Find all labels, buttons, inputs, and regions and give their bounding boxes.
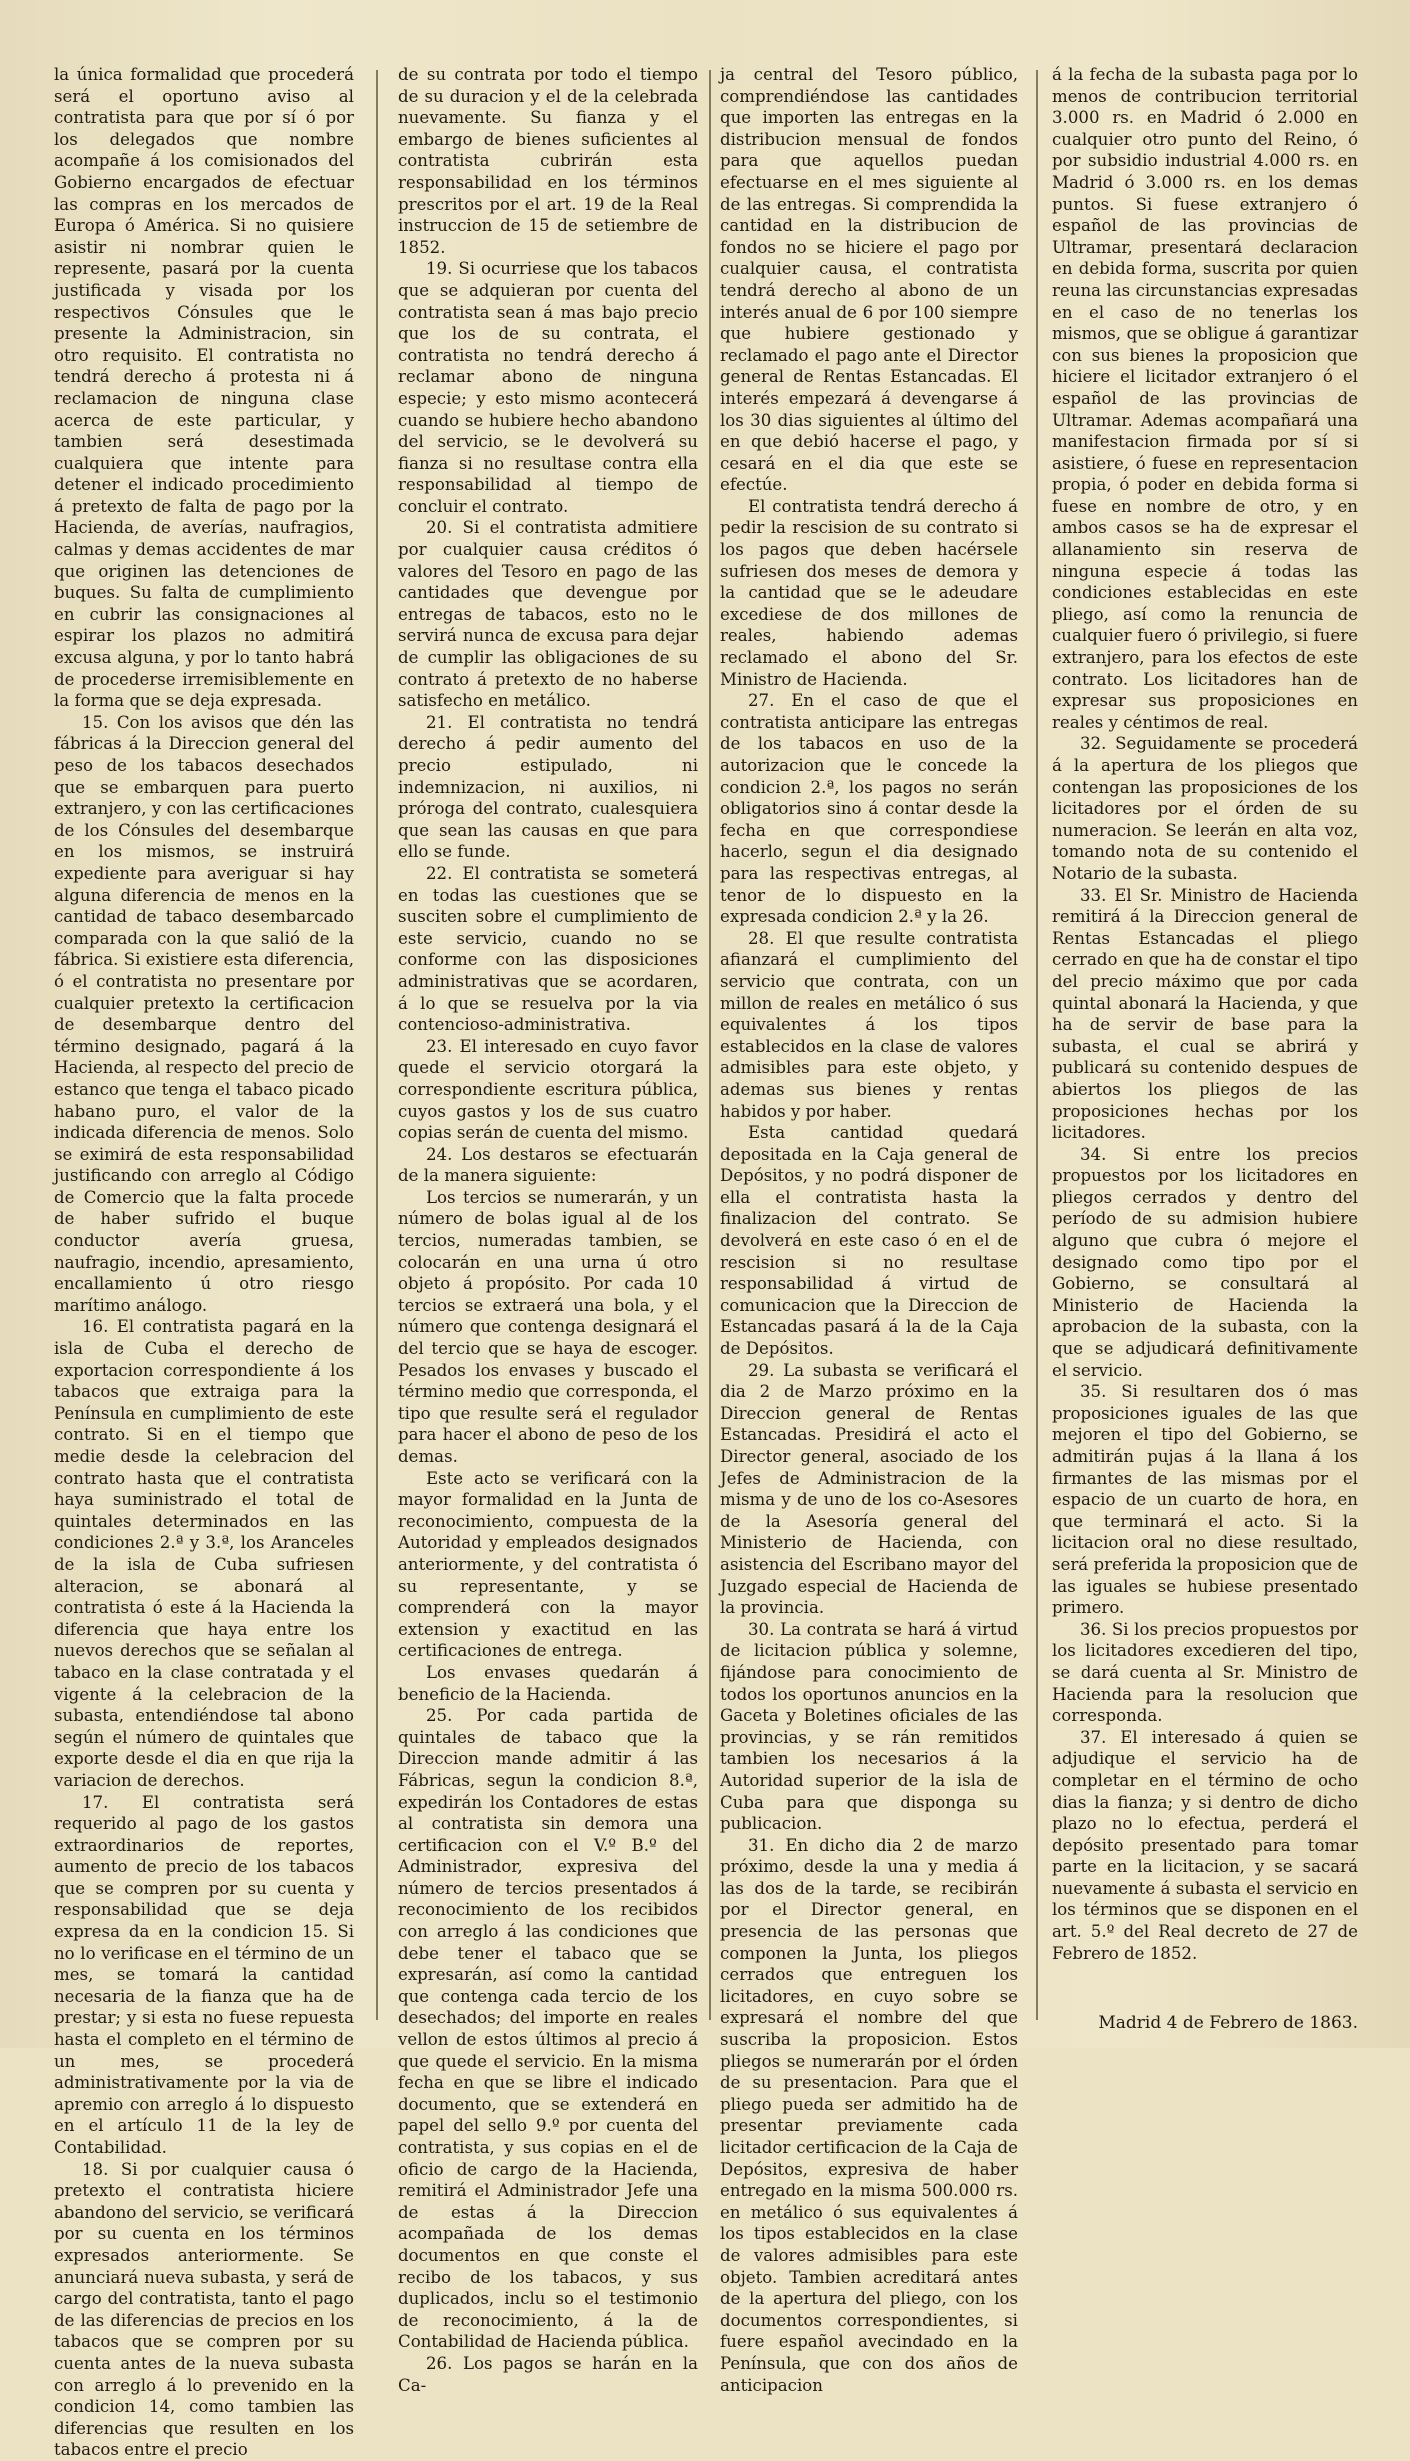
paragraph: de su contrata por todo el tiempo de su duracion y el de la celebrada nuevamente. Su fianza y el embargo de bienes suficientes al contratista cubrirán esta responsabilidad en los términos prescritos por el art. 19 de la Real instruccion de 15 de setiembre de 1852. [398, 65, 698, 257]
paragraph: 33. El Sr. Ministro de Hacienda remitirá á la Direccion general de Rentas Estancadas el pliego cerrado en que ha de constar el tipo del precio máximo que por cada quintal abonará la Hacienda, y que ha de servir de base para la subasta, el cual se abrirá y publicará su contenido despues de abiertos los pliegos de las proposiciones hechas por los licitadores. [1052, 885, 1358, 1143]
paragraph: Esta cantidad quedará depositada en la Caja general de Depósitos, y no podrá disponer de ella el contratista hasta la finalizacion del contrato. Se devolverá en este caso ó en el de rescision si no resultase responsabilidad á virtud de comunicacion que la Direccion de Estancadas pasará á la de la Caja de Depósitos. [720, 1123, 1018, 1359]
paragraph: Los envases quedarán á beneficio de la Hacienda. [398, 1662, 698, 1704]
paragraph: ja central del Tesoro público, comprendiéndose las cantidades que importen las entregas en la distribucion mensual de fondos para que aquellos puedan efectuarse en el mes siguiente al de las entregas. Si comprendida la cantidad en la distribucion de fondos no se hiciere el pago por cualquier causa, el contratista tendrá derecho al abono de un interés anual de 6 por 100 siempre que hubiere gestionado y reclamado el pago ante el Director general de Rentas Estancadas. El interés empezará á devengarse á los 30 dias siguientes al último del en que debió hacerse el pago, y cesará en el dia que este se efectúe. [720, 65, 1018, 495]
paragraph: 31. En dicho dia 2 de marzo próximo, desde la una y media á las dos de la tarde, se recibirán por el Director general, en presencia de las personas que componen la Junta, los pliegos cerrados que entreguen los licitadores, en cuyo sobre se expresará el nombre del que suscriba la proposicion. Estos pliegos se numerarán por el órden de su presentacion. Para que el pliego pueda ser admitido ha de presentar previamente cada licitador certificacion de la Caja de Depósitos, expresiva de haber entregado en la misma 500.000 rs. en metálico ó sus equivalentes á los tipos establecidos en la clase de valores admisibles para este objeto. Tambien acreditará antes de la apertura del pliego, con los documentos correspondientes, si fuere español avecindado en la Península, que con dos años de anticipacion [720, 1835, 1018, 2395]
paragraph: 34. Si entre los precios propuestos por los licitadores en pliegos cerrados y dentro del período de su admision hubiere alguno que cubra ó mejore el designado como tipo por el Gobierno, se consultará al Ministerio de Hacienda la aprobacion de la subasta, con la que se adjudicará definitivamente el servicio. [1052, 1144, 1358, 1380]
paragraph: la única formalidad que procederá será el oportuno aviso al contratista para que por sí ó por los delegados que nombre acompañe á los comisionados del Gobierno encargados de efectuar las compras en los mercados de Europa ó América. Si no quisiere asistir ni nombrar quien le represente, pasará por la cuenta justificada y visada por los respectivos Cónsules que le presente la Administracion, sin otro requisito. El contratista no tendrá derecho á protesta ni á reclamacion de ninguna clase acerca de este particular, y tambien será desestimada cualquiera que intente para detener el indicado procedimiento á pretexto de falta de pago por la Hacienda, de averías, naufragios, calmas y demas accidentes de mar que originen las detenciones de buques. Su falta de cumplimiento en cubrir las consignaciones al espirar los plazos no admitirá excusa alguna, y por lo tanto habrá de procederse irremisiblemente en la forma que se deja expresada. [54, 65, 354, 711]
paragraph: 32. Seguidamente se procederá á la apertura de los pliegos que contengan las proposiciones de los licitadores por el órden de su numeracion. Se leerán en alta voz, tomando nota de su contenido el Notario de la subasta. [1052, 734, 1358, 883]
paragraph: 16. El contratista pagará en la isla de Cuba el derecho de exportacion correspondiente á los tabacos que extraiga para la Península en cumplimiento de este contrato. Si en el tiempo que medie desde la celebracion del contrato hasta que el contratista haya suministrado el total de quintales determinados en las condiciones 2.ª y 3.ª, los Aranceles de la isla de Cuba sufriesen alteracion, se abonará al contratista ó este á la Hacienda la diferencia que haya entre los nuevos derechos que se señalan al tabaco en la clase contratada y el vigente á la celebracion de la subasta, entendiéndose tal abono según el número de quintales que exporte desde el dia en que rija la variacion de derechos. [54, 1317, 354, 1790]
column-divider [376, 70, 378, 2020]
paragraph: 29. La subasta se verificará el dia 2 de Marzo próximo en la Direccion general de Rentas Estancadas. Presidirá el acto el Director general, asociado de los Jefes de Administracion de la misma y de uno de los co-Asesores de la Asesoría general del Ministerio de Hacienda, con asistencia del Escribano mayor del Juzgado especial de Hacienda de la provincia. [720, 1360, 1018, 1618]
paragraph: 20. Si el contratista admitiere por cualquier causa créditos ó valores del Tesoro en pago de las cantidades que devengue por entregas de tabacos, esto no le servirá nunca de excusa para dejar de cumplir las obligaciones de su contrato á pretexto de no haberse satisfecho en metálico. [398, 518, 698, 711]
text-column-3 [720, 64, 1018, 2395]
paragraph: 18. Si por cualquier causa ó pretexto el contratista hiciere abandono del servicio, se verificará por su cuenta en los términos expresados anteriormente. Se anunciará nueva subasta, y será de cargo del contratista, tanto el pago de las diferencias de precios en los tabacos que se compren por su cuenta antes de la nueva subasta con arreglo á lo prevenido en la condicion 14, como tambien las diferencias que resulten en los tabacos entre el precio [54, 2159, 354, 2460]
paragraph: 35. Si resultaren dos ó mas proposiciones iguales de las que mejoren el tipo del Gobierno, se admitirán pujas á la llana á los firmantes de las mismas por el espacio de un cuarto de hora, en que terminará el acto. Si la licitacion oral no diese resultado, será preferida la proposicion que de las iguales se hubiese presentado primero. [1052, 1382, 1358, 1618]
paragraph: Los tercios se numerarán, y un número de bolas igual al de los tercios, numeradas tambien, se colocarán en una urna ú otro objeto á propósito. Por cada 10 tercios se extraerá una bola, y el número que contenga designará el del tercio que se haya de escoger. Pesados los envases y buscado el término medio que corresponda, el tipo que resulte será el regulador para hacer el abono de peso de los demas. [398, 1187, 698, 1466]
paragraph: Este acto se verificará con la mayor formalidad en la Junta de reconocimiento, compuesta de la Autoridad y empleados designados anteriormente, y del contratista ó su representante, y se comprenderá con la mayor extension y exactitud en las certificaciones de entrega. [398, 1468, 698, 1661]
paragraph: 15. Con los avisos que dén las fábricas á la Direccion general del peso de los tabacos desechados que se embarquen para puerto extranjero, y con las certificaciones de los Cónsules del desembarque en los mismos, se instruirá expediente para averiguar si hay alguna diferencia de menos en la cantidad de tabaco desembarcado comparada con la que salió de la fábrica. Si existiere esta diferencia, ó el contratista no presentare por cualquier pretexto la certificacion de desembarque dentro del término designado, pagará á la Hacienda, al respecto del precio de estanco que tenga el tabaco picado habano puro, el valor de la indicada diferencia de menos. Solo se eximirá de esta responsabilidad justificando con arreglo al Código de Comercio que la falta procede de haber sufrido el buque conductor avería gruesa, naufragio, incendio, apresamiento, encallamiento ú otro riesgo marítimo análogo. [54, 712, 354, 1315]
paragraph: 25. Por cada partida de quintales de tabaco que la Direccion mande admitir á las Fábricas, segun la condicion 8.ª, expedirán los Contadores de estas al contratista sin demora una certificacion con el V.º B.º del Administrador, expresiva del número de tercios presentados á reconocimiento de los recibidos con arreglo á las condiciones que debe tener el tabaco que se expresarán, así como la cantidad que contenga cada tercio de los desechados; del importe en reales vellon de estos últimos al precio á que quede el servicio. En la misma fecha en que se libre el indicado documento, que se extenderá en papel del sello 9.º por cuenta del contratista, y sus copias en el de oficio de cargo de la Hacienda, remitirá el Administrador Jefe una de estas á la Direccion acompañada de los demas documentos en que conste el recibo de los tabacos, y sus duplicados, inclu so el testimonio de reconocimiento, á la de Contabilidad de Hacienda pública. [398, 1706, 698, 2352]
paragraph: á la fecha de la subasta paga por lo menos de contribucion territorial 3.000 rs. en Madrid ó 2.000 en cualquier otro punto del Reino, ó por subsidio industrial 4.000 rs. en Madrid ó 3.000 rs. en los demas puntos. Si fuese extranjero ó español de las provincias de Ultramar, presentará declaracion en debida forma, suscrita por quien reuna las circunstancias expresadas en el caso de no tenerlas los mismos, que se obligue á garantizar con sus bienes la proposicion que hiciere el licitador extranjero ó el español de las provincias de Ultramar. Ademas acompañará una manifestacion firmada por sí si asistiere, ó fuese en representacion propia, ó poder en debida forma si fuese en nombre de otro, y en ambos casos se ha de expresar el allanamiento sin reserva de ninguna especie á todas las condiciones establecidas en este pliego, así como la renuncia de cualquier fuero ó privilegio, si fuere extranjero, para los efectos de este contrato. Los licitadores han de expresar sus proposiciones en reales y céntimos de real. [1052, 65, 1358, 732]
text-column-1 [54, 64, 354, 2460]
paragraph: 22. El contratista se someterá en todas las cuestiones que se susciten sobre el cumplimiento de este servicio, cuando no se conforme con las disposiciones administrativas que se acordaren, á lo que se resuelva por la via contencioso-administrativa. [398, 863, 698, 1035]
date-signoff: Madrid 4 de Febrero de 1863. [1098, 2013, 1358, 2033]
paragraph: 37. El interesado á quien se adjudique el servicio ha de completar en el término de ocho dias la fianza; y si dentro de dicho plazo no lo efectua, perderá el depósito presentado para tomar parte en la licitacion, y se sacará nuevamente á subasta el servicio en los términos que se disponen en el art. 5.º del Real decreto de 27 de Febrero de 1852. [1052, 1727, 1358, 1963]
paragraph: 30. La contrata se hará á virtud de licitacion pública y solemne, fijándose para conocimiento de todos los oportunos anuncios en la Gaceta y Boletines oficiales de las provincias, y se rán remitidos tambien los necesarios á la Autoridad superior de la isla de Cuba para que disponga su publicacion. [720, 1619, 1018, 1834]
paragraph: 17. El contratista será requerido al pago de los gastos extraordinarios de reportes, aumento de precio de los tabacos que se compren por su cuenta y responsabilidad que se deja expresa da en la condicion 15. Si no lo verificase en el término de un mes, se tomará la cantidad necesaria de la fianza que ha de prestar; y si esta no fuese repuesta hasta el completo en el término de un mes, se procederá administrativamente por la via de apremio con arreglo á lo dispuesto en el artículo 11 de la ley de Contabilidad. [54, 1792, 354, 2157]
paragraph: 36. Si los precios propuestos por los licitadores excedieren del tipo, se dará cuenta al Sr. Ministro de Hacienda para la resolucion que corresponda. [1052, 1619, 1358, 1726]
paragraph: 23. El interesado en cuyo favor quede el servicio otorgará la correspondiente escritura pública, cuyos gastos y los de sus cuatro copias serán de cuenta del mismo. [398, 1036, 698, 1143]
paragraph: 24. Los destaros se efectuarán de la manera siguiente: [398, 1144, 698, 1186]
paragraph: 19. Si ocurriese que los tabacos que se adquieran por cuenta del contratista sean á mas bajo precio que los de su contrata, el contratista no tendrá derecho á reclamar abono de ninguna especie; y esto mismo acontecerá cuando se hubiere hecho abandono del servicio, se le devolverá su fianza si no resultase contra ella responsabilidad al tiempo de concluir el contrato. [398, 259, 698, 516]
column-divider [709, 70, 711, 2020]
paragraph: 27. En el caso de que el contratista anticipare las entregas de los tabacos en uso de la autorizacion que le concede la condicion 2.ª, los pagos no serán obligatorios sino á contar desde la fecha en que correspondiese hacerlo, segun el dia designado para las respectivas entregas, al tenor de lo dispuesto en la expresada condicion 2.ª y la 26. [720, 691, 1018, 927]
column-divider [1036, 70, 1038, 2020]
paragraph: 28. El que resulte contratista afianzará el cumplimiento del servicio que contrata, con un millon de reales en metálico ó sus equivalentes á los tipos establecidos en la clase de valores admisibles para este objeto, y ademas sus bienes y rentas habidos y por haber. [720, 928, 1018, 1121]
paragraph: 21. El contratista no tendrá derecho á pedir aumento del precio estipulado, ni indemnizacion, ni auxilios, ni prórogа del contrato, cualesquiera que sean las causas en que para ello se funde. [398, 712, 698, 862]
paragraph: El contratista tendrá derecho á pedir la rescision de su contrato si los pagos que deben hacérsele sufriesen dos meses de demora y la cantidad que se le adeudare excediese de dos millones de reales, habiendo ademas reclamado el abono del Sr. Ministro de Hacienda. [720, 496, 1018, 689]
paragraph: 26. Los pagos se harán en la Ca- [398, 2353, 698, 2395]
text-column-2 [398, 64, 698, 2395]
text-column-4 [1052, 64, 1358, 2034]
